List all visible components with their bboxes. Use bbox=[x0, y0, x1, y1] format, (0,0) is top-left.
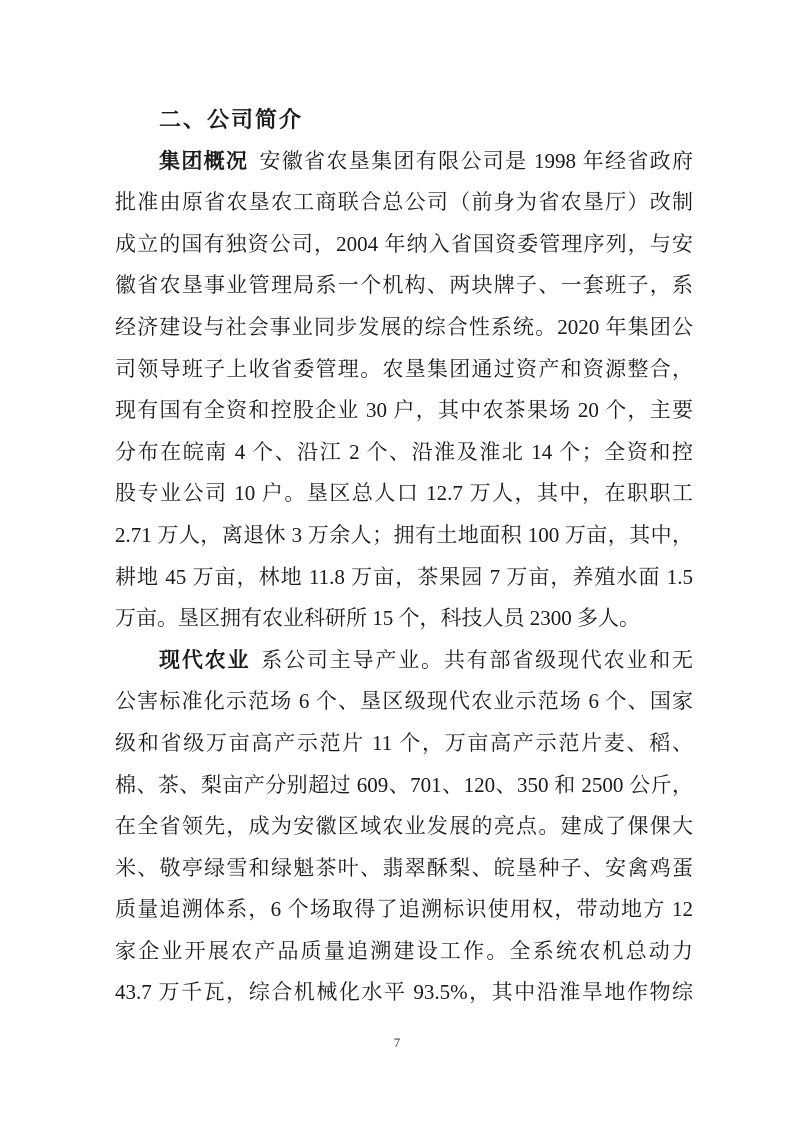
paragraph-first-line bbox=[115, 640, 693, 682]
line-text: 公害标准化示范场 6 个、垦区级现代农业示范场 6 个、国家 bbox=[115, 689, 693, 714]
line-text: 质量追溯体系，6 个场取得了追溯标识使用权，带动地方 12 bbox=[115, 897, 693, 922]
line-text: 经济建设与社会事业同步发展的综合性系统。2020 年集团公 bbox=[115, 314, 693, 339]
paragraph-lead: 现代农业 bbox=[159, 647, 251, 672]
paragraph-first-line bbox=[115, 141, 693, 183]
line-text: 万亩。垦区拥有农业科研所 15 个，科技人员 2300 多人。 bbox=[115, 606, 640, 631]
line-text: 司领导班子上收省委管理。农垦集团通过资产和资源整合， bbox=[115, 356, 693, 381]
line-text: 在全省领先，成为安徽区域农业发展的亮点。建成了倮倮大 bbox=[115, 814, 693, 839]
section-heading: 二、公司简介 bbox=[159, 107, 304, 132]
line-text: 批准由原省农垦农工商联合总公司（前身为省农垦厅）改制 bbox=[115, 190, 693, 215]
paragraph-lead: 集团概况 bbox=[159, 148, 249, 173]
line-text: 米、敬亭绿雪和绿魁茶叶、翡翠酥梨、皖垦种子、安禽鸡蛋 bbox=[115, 855, 693, 880]
line-text: 耕地 45 万亩，林地 11.8 万亩，茶果园 7 万亩，养殖水面 1.5 bbox=[115, 564, 693, 589]
line-text: 分布在皖南 4 个、沿江 2 个、沿淮及淮北 14 个；全资和控 bbox=[115, 439, 693, 464]
line-text: 徽省农垦事业管理局系一个机构、两块牌子、一套班子，系 bbox=[115, 273, 693, 298]
paragraph-group-overview bbox=[115, 141, 693, 640]
line-text: 级和省级万亩高产示范片 11 个，万亩高产示范片麦、稻、 bbox=[115, 730, 693, 755]
line-text: 现有国有全资和控股企业 30 户，其中农茶果场 20 个，主要 bbox=[115, 398, 693, 423]
line-text: 2.71 万人，离退休 3 万余人；拥有土地面积 100 万亩，其中， bbox=[115, 522, 693, 547]
line-text: 家企业开展农产品质量追溯建设工作。全系统农机总动力 bbox=[115, 938, 693, 963]
page-number: 7 bbox=[393, 1035, 401, 1050]
paragraph-modern-agriculture bbox=[115, 640, 693, 1014]
line-text: 系公司主导产业。共有部省级现代农业和无 bbox=[261, 647, 694, 672]
line-text: 成立的国有独资公司，2004 年纳入省国资委管理序列，与安 bbox=[115, 231, 693, 256]
line-text: 股专业公司 10 户。垦区总人口 12.7 万人，其中，在职职工 bbox=[115, 481, 693, 506]
document-content bbox=[115, 99, 693, 1014]
line-text: 43.7 万千瓦，综合机械化水平 93.5%，其中沿淮旱地作物综 bbox=[115, 980, 693, 1005]
line-text: 棉、茶、梨亩产分别超过 609、701、120、350 和 2500 公斤， bbox=[115, 772, 693, 797]
line-text: 安徽省农垦集团有限公司是 1998 年经省政府 bbox=[259, 148, 694, 173]
